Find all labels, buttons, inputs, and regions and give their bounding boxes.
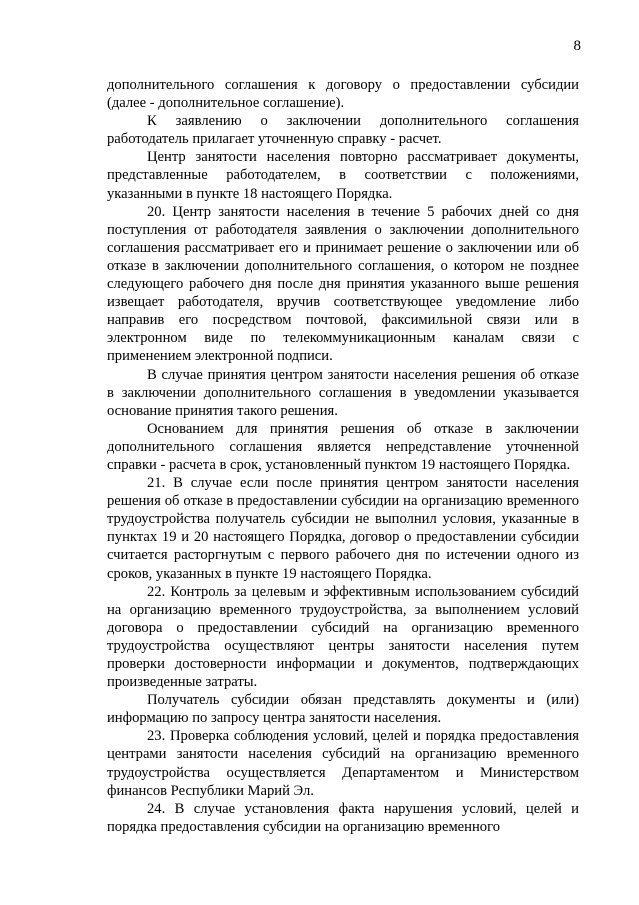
paragraph-item-21: 21. В случае если после принятия центром занятости населения решения об отказе в предоставлении субсидии на организацию временного трудоустройства получатель субсидии не выполнил условия, указанные в пунктах 19 и 20 настоящего Порядка, договор о предоставлении субсидии считается расторгнутым с первого рабочего дня по истечении одного из сроков, указанных в пункте 19 настоящего Порядка. bbox=[107, 475, 579, 582]
paragraph-item-24: 24. В случае установления факта нарушения условий, целей и порядка предоставления субсидии на организацию временного bbox=[107, 800, 579, 835]
paragraph-item-20: 20. Центр занятости населения в течение 5 рабочих дней со дня поступления от работодателя заявления о заключении дополнительного соглашения рассматривает его и принимает решение о заключении или об отказе в заключении дополнительного соглашения, о котором не позднее следующего рабочего дня после дня принятия указанного выше решения извещает работодателя, вручив соответствующее уведомление либо направив его посредством почтовой, факсимильной связи или в электронном виде по телекоммуникационным каналам связи с применением электронной подписи. bbox=[107, 203, 579, 365]
paragraph-continuation: дополнительного соглашения к договору о предоставлении субсидии (далее - дополнительное соглашение). bbox=[107, 77, 579, 112]
page-number: 8 bbox=[573, 38, 581, 54]
paragraph-item-23: 23. Проверка соблюдения условий, целей и порядка предоставления центрами занятости населения субсидий на организацию временного трудоустройства осуществляется Департаментом и Министерством финансов Республики Марий Эл. bbox=[107, 728, 579, 799]
paragraph-refusal-grounds: Основанием для принятия решения об отказе в заключении дополнительного соглашения является непредставление уточненной справки - расчета в срок, установленный пунктом 19 настоящего Порядка. bbox=[107, 420, 579, 473]
paragraph-application-attachment: К заявлению о заключении дополнительного соглашения работодатель прилагает уточненную справку - расчет. bbox=[107, 113, 579, 148]
document-body bbox=[107, 76, 579, 836]
paragraph-item-22: 22. Контроль за целевым и эффективным использованием субсидий на организацию временного трудоустройства, за выполнением условий договора о предоставлении субсидий на организацию временного трудоустройства осуществляют центры занятости населения путем проверки достоверности информации и документов, подтверждающих произведенные затраты. bbox=[107, 583, 579, 691]
paragraph-refusal-notice: В случае принятия центром занятости населения решения об отказе в заключении дополнительного соглашения в уведомлении указывается основание принятия такого решения. bbox=[107, 366, 579, 419]
paragraph-recipient-obligation: Получатель субсидии обязан представлять документы и (или) информацию по запросу центра занятости населения. bbox=[107, 692, 579, 727]
paragraph-repeat-review: Центр занятости населения повторно рассматривает документы, представленные работодателем, в соответствии с положениями, указанными в пункте 18 настоящего Порядка. bbox=[107, 149, 579, 202]
